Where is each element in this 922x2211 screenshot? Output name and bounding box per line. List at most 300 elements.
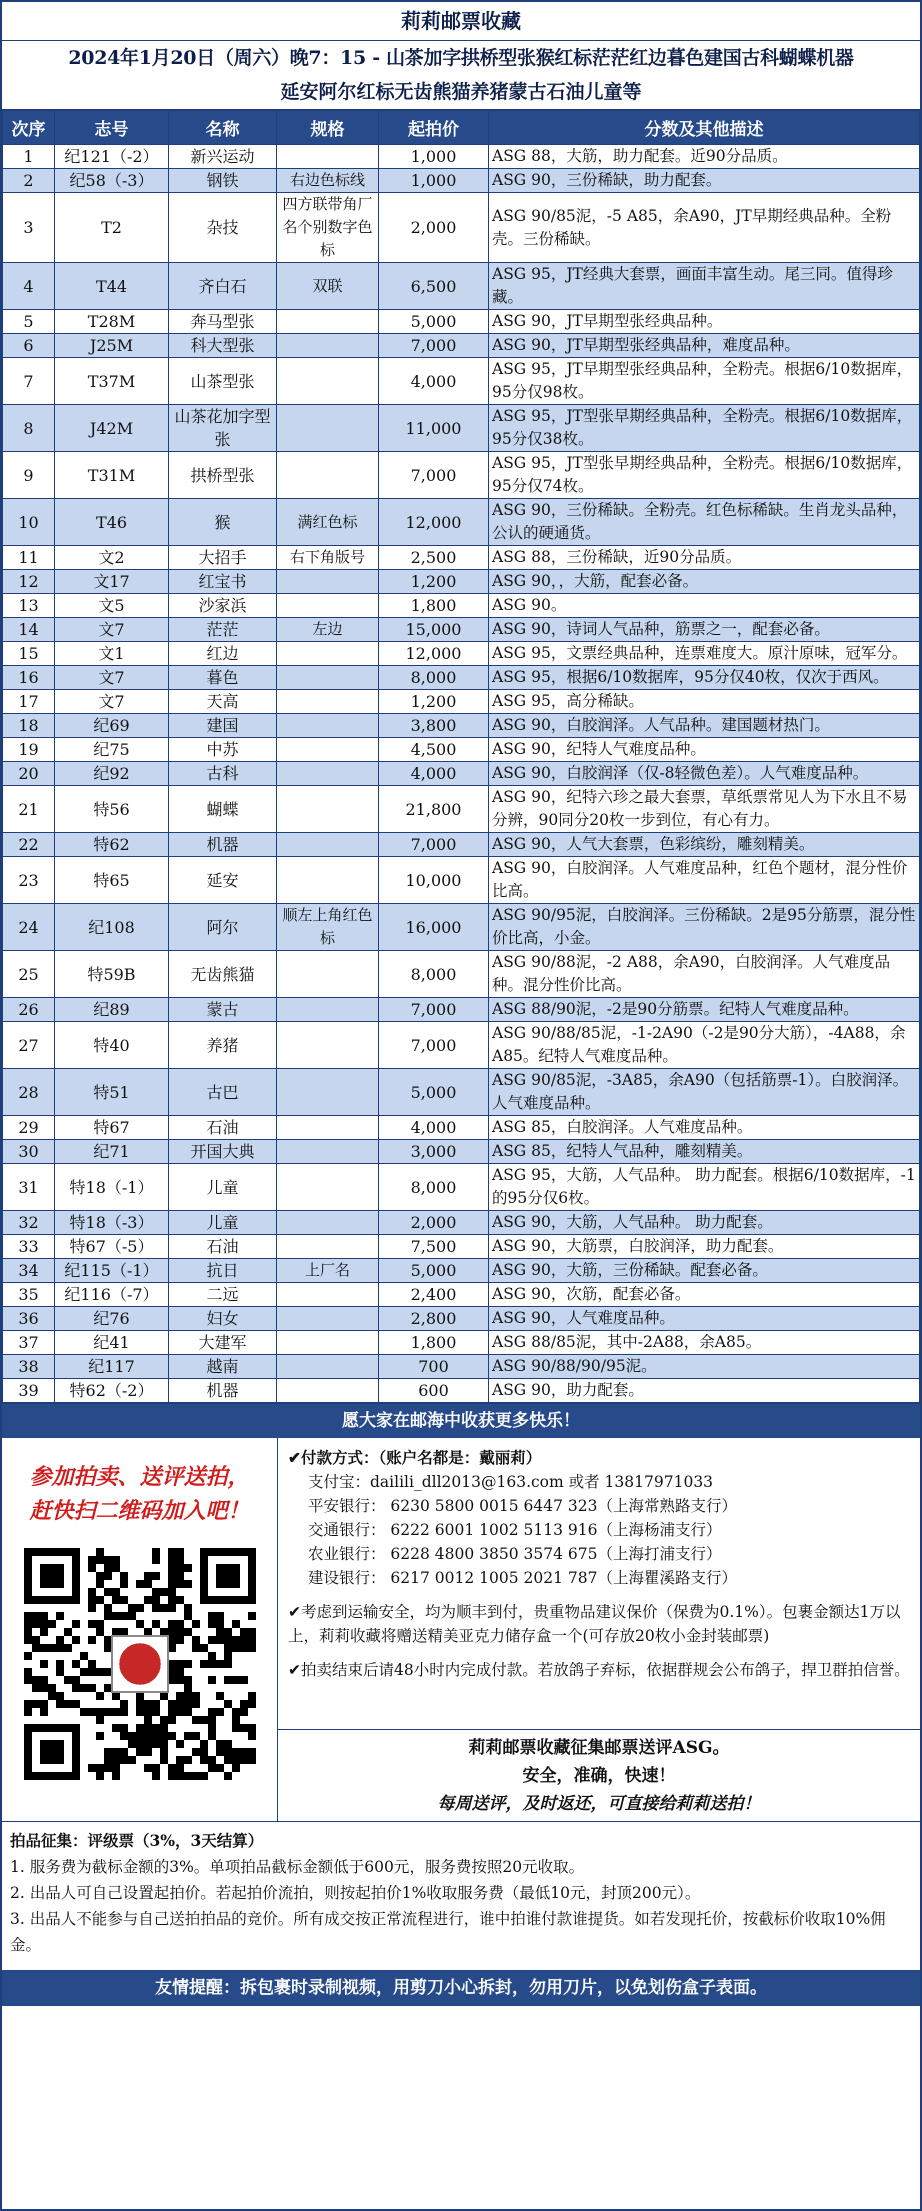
lot-start-price: 2,400 bbox=[379, 1283, 489, 1307]
lot-description: ASG 90，JT早期型张经典品种，难度品种。 bbox=[489, 334, 920, 358]
lot-spec bbox=[277, 334, 379, 358]
lot-description: ASG 95，高分稀缺。 bbox=[489, 690, 920, 714]
lot-number: 3 bbox=[3, 193, 55, 263]
lot-stamp-id: 特18（-3） bbox=[55, 1211, 169, 1235]
lot-spec bbox=[277, 1164, 379, 1211]
lot-stamp-id: 纪92 bbox=[55, 762, 169, 786]
lot-number: 37 bbox=[3, 1331, 55, 1355]
lot-description: ASG 85，纪特人气品种，雕刻精美。 bbox=[489, 1140, 920, 1164]
lot-name: 拱桥型张 bbox=[169, 452, 277, 499]
lot-stamp-id: 特40 bbox=[55, 1022, 169, 1069]
lot-stamp-id: T2 bbox=[55, 193, 169, 263]
lot-start-price: 8,000 bbox=[379, 666, 489, 690]
table-row bbox=[3, 145, 920, 169]
lot-spec bbox=[277, 1355, 379, 1379]
lot-start-price: 2,500 bbox=[379, 546, 489, 570]
lot-name: 蝴蝶 bbox=[169, 786, 277, 833]
lot-number: 12 bbox=[3, 570, 55, 594]
lot-description: ASG 90，JT早期型张经典品种。 bbox=[489, 310, 920, 334]
lot-name: 妇女 bbox=[169, 1307, 277, 1331]
lot-number: 39 bbox=[3, 1379, 55, 1403]
table-row bbox=[3, 738, 920, 762]
lot-description: ASG 90/88泥，-2 A88，余A90，白胶润泽。人气难度品种。混分性价比高。 bbox=[489, 951, 920, 998]
table-row bbox=[3, 714, 920, 738]
lot-start-price: 6,500 bbox=[379, 263, 489, 310]
lot-start-price: 700 bbox=[379, 1355, 489, 1379]
lot-spec bbox=[277, 951, 379, 998]
lot-start-price: 1,000 bbox=[379, 169, 489, 193]
lot-description: ASG 95，JT型张早期经典品种，全粉壳。根据6/10数据库，95分仅74枚。 bbox=[489, 452, 920, 499]
lot-stamp-id: 纪115（-1） bbox=[55, 1259, 169, 1283]
lot-start-price: 1,000 bbox=[379, 145, 489, 169]
table-row bbox=[3, 998, 920, 1022]
solicit-line-2: 安全，准确，快速！ bbox=[522, 1766, 676, 1786]
lot-stamp-id: 纪121（-2） bbox=[55, 145, 169, 169]
lot-number: 35 bbox=[3, 1283, 55, 1307]
lot-start-price: 600 bbox=[379, 1379, 489, 1403]
lot-description: ASG 90，白胶润泽。人气品种。建国题材热门。 bbox=[489, 714, 920, 738]
lot-spec: 四方联带角厂名个别数字色标 bbox=[277, 193, 379, 263]
lot-name: 阿尔 bbox=[169, 904, 277, 951]
rule-item-2: 2. 出品人可自己设置起拍价。若起拍价流拍，则按起拍价1%收取服务费（最低10元，封顶200元）。 bbox=[10, 1884, 701, 1902]
lot-name: 红边 bbox=[169, 642, 277, 666]
lot-spec bbox=[277, 405, 379, 452]
lot-spec bbox=[277, 1235, 379, 1259]
solicit-line-3: 每周送评，及时返还，可直接给莉莉送拍！ bbox=[437, 1794, 761, 1814]
lot-spec bbox=[277, 714, 379, 738]
lot-number: 27 bbox=[3, 1022, 55, 1069]
lot-number: 22 bbox=[3, 833, 55, 857]
lot-description: ASG 95，JT型张早期经典品种，全粉壳。根据6/10数据库，95分仅38枚。 bbox=[489, 405, 920, 452]
table-row bbox=[3, 642, 920, 666]
lot-start-price: 15,000 bbox=[379, 618, 489, 642]
lot-number: 14 bbox=[3, 618, 55, 642]
lot-number: 8 bbox=[3, 405, 55, 452]
lot-spec bbox=[277, 1331, 379, 1355]
lot-number: 38 bbox=[3, 1355, 55, 1379]
lot-name: 大建军 bbox=[169, 1331, 277, 1355]
lot-name: 儿童 bbox=[169, 1164, 277, 1211]
lot-description: ASG 90，人气难度品种。 bbox=[489, 1307, 920, 1331]
lot-start-price: 4,500 bbox=[379, 738, 489, 762]
lot-name: 建国 bbox=[169, 714, 277, 738]
lot-number: 33 bbox=[3, 1235, 55, 1259]
lot-spec bbox=[277, 358, 379, 405]
table-row bbox=[3, 666, 920, 690]
lot-name: 机器 bbox=[169, 1379, 277, 1403]
lot-description: ASG 85，白胶润泽。人气难度品种。 bbox=[489, 1116, 920, 1140]
lot-spec: 右下角版号 bbox=[277, 546, 379, 570]
lot-spec bbox=[277, 1140, 379, 1164]
lot-description: ASG 90，白胶润泽（仅-8轻微色差）。人气难度品种。 bbox=[489, 762, 920, 786]
lot-start-price: 2,000 bbox=[379, 1211, 489, 1235]
lot-name: 奔马型张 bbox=[169, 310, 277, 334]
lot-name: 杂技 bbox=[169, 193, 277, 263]
lot-description: ASG 90/85泥，-5 A85，余A90，JT早期经典品种。全粉壳。三份稀缺。 bbox=[489, 193, 920, 263]
lot-description: ASG 95，JT经典大套票，画面丰富生动。尾三同。值得珍藏。 bbox=[489, 263, 920, 310]
lot-spec bbox=[277, 786, 379, 833]
lot-spec: 双联 bbox=[277, 263, 379, 310]
lot-start-price: 5,000 bbox=[379, 1259, 489, 1283]
lot-stamp-id: T31M bbox=[55, 452, 169, 499]
lot-start-price: 7,000 bbox=[379, 452, 489, 499]
lot-number: 10 bbox=[3, 499, 55, 546]
lot-start-price: 4,000 bbox=[379, 1116, 489, 1140]
lot-start-price: 12,000 bbox=[379, 499, 489, 546]
lot-stamp-id: 纪116（-7） bbox=[55, 1283, 169, 1307]
lot-description: ASG 88/90泥，-2是90分筋票。纪特人气难度品种。 bbox=[489, 998, 920, 1022]
rule-item-3: 3. 出品人不能参与自己送拍拍品的竞价。所有成交按正常流程进行，谁中拍谁付款谁提货。如若发现托价，按截标价收取10%佣金。 bbox=[10, 1910, 886, 1954]
lot-spec bbox=[277, 998, 379, 1022]
lot-name: 茫茫 bbox=[169, 618, 277, 642]
lot-number: 23 bbox=[3, 857, 55, 904]
lot-description: ASG 90，人气大套票，色彩缤纷，雕刻精美。 bbox=[489, 833, 920, 857]
lot-start-price: 1,200 bbox=[379, 690, 489, 714]
footer-reminder: 友情提醒：拆包裹时录制视频，用剪刀小心拆封，勿用刀片，以免划伤盒子表面。 bbox=[2, 1970, 920, 2006]
lot-name: 养猪 bbox=[169, 1022, 277, 1069]
table-row bbox=[3, 594, 920, 618]
lot-name: 延安 bbox=[169, 857, 277, 904]
lot-number: 24 bbox=[3, 904, 55, 951]
lot-stamp-id: 文1 bbox=[55, 642, 169, 666]
lot-number: 28 bbox=[3, 1069, 55, 1116]
lot-stamp-id: 纪41 bbox=[55, 1331, 169, 1355]
lot-name: 齐白石 bbox=[169, 263, 277, 310]
table-row bbox=[3, 546, 920, 570]
lots-table bbox=[2, 110, 920, 1403]
wish-banner: 愿大家在邮海中收获更多快乐！ bbox=[2, 1403, 920, 1438]
table-row bbox=[3, 1211, 920, 1235]
lot-description: ASG 90，，大筋，配套必备。 bbox=[489, 570, 920, 594]
table-row bbox=[3, 786, 920, 833]
lot-stamp-id: T28M bbox=[55, 310, 169, 334]
table-row bbox=[3, 1379, 920, 1403]
rules-title: 拍品征集：评级票（3%，3天结算） bbox=[10, 1831, 264, 1850]
table-row bbox=[3, 1022, 920, 1069]
lot-name: 无齿熊猫 bbox=[169, 951, 277, 998]
lot-stamp-id: J42M bbox=[55, 405, 169, 452]
lot-start-price: 8,000 bbox=[379, 1164, 489, 1211]
col-header-no: 次序 bbox=[3, 111, 55, 145]
lot-stamp-id: 特67 bbox=[55, 1116, 169, 1140]
lot-start-price: 4,000 bbox=[379, 762, 489, 786]
lot-description: ASG 90。 bbox=[489, 594, 920, 618]
lot-stamp-id: 特59B bbox=[55, 951, 169, 998]
table-row bbox=[3, 1355, 920, 1379]
lot-stamp-id: 纪69 bbox=[55, 714, 169, 738]
table-row bbox=[3, 499, 920, 546]
lot-number: 2 bbox=[3, 169, 55, 193]
lot-stamp-id: T46 bbox=[55, 499, 169, 546]
lot-start-price: 2,800 bbox=[379, 1307, 489, 1331]
table-row bbox=[3, 1307, 920, 1331]
lot-name: 儿童 bbox=[169, 1211, 277, 1235]
lot-description: ASG 90，助力配套。 bbox=[489, 1379, 920, 1403]
table-row bbox=[3, 1331, 920, 1355]
lot-start-price: 7,000 bbox=[379, 998, 489, 1022]
table-row bbox=[3, 904, 920, 951]
col-header-spec: 规格 bbox=[277, 111, 379, 145]
lot-stamp-id: 纪89 bbox=[55, 998, 169, 1022]
lot-stamp-id: 文2 bbox=[55, 546, 169, 570]
table-row bbox=[3, 452, 920, 499]
bank-line-pingan: 平安银行： 6230 5800 0015 6447 323（上海常熟路支行） bbox=[308, 1497, 738, 1515]
lot-description: ASG 90，三份稀缺，助力配套。 bbox=[489, 169, 920, 193]
lot-spec: 上厂名 bbox=[277, 1259, 379, 1283]
lot-number: 21 bbox=[3, 786, 55, 833]
bank-line-jianshe: 建设银行： 6217 0012 1005 2021 787（上海瞿溪路支行） bbox=[308, 1569, 738, 1587]
lot-name: 抗日 bbox=[169, 1259, 277, 1283]
lot-stamp-id: 文7 bbox=[55, 666, 169, 690]
table-row bbox=[3, 334, 920, 358]
lot-spec: 左边 bbox=[277, 618, 379, 642]
lot-name: 越南 bbox=[169, 1355, 277, 1379]
promo-panel bbox=[2, 1438, 278, 1821]
lot-spec bbox=[277, 452, 379, 499]
lot-name: 中苏 bbox=[169, 738, 277, 762]
table-row bbox=[3, 1164, 920, 1211]
table-row bbox=[3, 1259, 920, 1283]
lot-name: 石油 bbox=[169, 1116, 277, 1140]
table-row bbox=[3, 951, 920, 998]
lot-spec bbox=[277, 570, 379, 594]
lot-number: 9 bbox=[3, 452, 55, 499]
lot-name: 二远 bbox=[169, 1283, 277, 1307]
lot-number: 17 bbox=[3, 690, 55, 714]
lot-name: 天高 bbox=[169, 690, 277, 714]
lot-description: ASG 95，文票经典品种，连票难度大。原汁原味，冠军分。 bbox=[489, 642, 920, 666]
lot-description: ASG 90，次筋，配套必备。 bbox=[489, 1283, 920, 1307]
table-row bbox=[3, 857, 920, 904]
lot-stamp-id: T37M bbox=[55, 358, 169, 405]
lot-stamp-id: 文7 bbox=[55, 618, 169, 642]
lot-name: 山茶型张 bbox=[169, 358, 277, 405]
lot-description: ASG 90，诗词人气品种，筋票之一，配套必备。 bbox=[489, 618, 920, 642]
lot-stamp-id: J25M bbox=[55, 334, 169, 358]
lot-stamp-id: 纪71 bbox=[55, 1140, 169, 1164]
lot-name: 沙家浜 bbox=[169, 594, 277, 618]
lot-number: 26 bbox=[3, 998, 55, 1022]
lot-name: 红宝书 bbox=[169, 570, 277, 594]
table-row bbox=[3, 1140, 920, 1164]
lot-stamp-id: 特62 bbox=[55, 833, 169, 857]
table-row bbox=[3, 169, 920, 193]
lot-description: ASG 90/95泥，白胶润泽。三份稀缺。2是95分筋票，混分性价比高，小金。 bbox=[489, 904, 920, 951]
lot-spec bbox=[277, 1022, 379, 1069]
col-header-price: 起拍价 bbox=[379, 111, 489, 145]
lot-start-price: 8,000 bbox=[379, 951, 489, 998]
lot-spec bbox=[277, 310, 379, 334]
info-section bbox=[2, 1438, 920, 1822]
lot-start-price: 10,000 bbox=[379, 857, 489, 904]
lot-description: ASG 95，JT早期型张经典品种，全粉壳。根据6/10数据库，95分仅98枚。 bbox=[489, 358, 920, 405]
lot-name: 猴 bbox=[169, 499, 277, 546]
lot-spec bbox=[277, 833, 379, 857]
lot-number: 29 bbox=[3, 1116, 55, 1140]
lot-description: ASG 90，大筋票，白胶润泽，助力配套。 bbox=[489, 1235, 920, 1259]
lot-description: ASG 90/88/85泥，-1-2A90（-2是90分大筋），-4A88，余A85。纪特人气难度品种。 bbox=[489, 1022, 920, 1069]
lot-spec bbox=[277, 762, 379, 786]
lot-number: 18 bbox=[3, 714, 55, 738]
table-row bbox=[3, 1069, 920, 1116]
lot-number: 30 bbox=[3, 1140, 55, 1164]
lot-description: ASG 90，纪特人气难度品种。 bbox=[489, 738, 920, 762]
lot-number: 11 bbox=[3, 546, 55, 570]
lot-description: ASG 88，大筋，助力配套。近90分品质。 bbox=[489, 145, 920, 169]
lot-number: 20 bbox=[3, 762, 55, 786]
col-header-name: 名称 bbox=[169, 111, 277, 145]
auction-items-line: 延安阿尔红标无齿熊猫养猪蒙古石油儿童等 bbox=[2, 75, 920, 110]
table-row bbox=[3, 358, 920, 405]
table-row bbox=[3, 690, 920, 714]
lot-description: ASG 90，三份稀缺。全粉壳。红色标稀缺。生肖龙头品种，公认的硬通货。 bbox=[489, 499, 920, 546]
lot-stamp-id: 纪76 bbox=[55, 1307, 169, 1331]
lot-stamp-id: 特65 bbox=[55, 857, 169, 904]
col-header-desc: 分数及其他描述 bbox=[489, 111, 920, 145]
lot-stamp-id: 特56 bbox=[55, 786, 169, 833]
alipay-line: 支付宝：dailili_dll2013@163.com 或者 13817971033 bbox=[308, 1473, 714, 1491]
lot-spec: 顺左上角红色标 bbox=[277, 904, 379, 951]
lot-name: 钢铁 bbox=[169, 169, 277, 193]
lot-number: 6 bbox=[3, 334, 55, 358]
lot-number: 15 bbox=[3, 642, 55, 666]
lot-spec: 右边色标线 bbox=[277, 169, 379, 193]
shipping-note: ✔考虑到运输安全，均为顺丰到付，贵重物品建议保价（保费为0.1%）。包裹金额达1万以上，莉莉收藏将赠送精美亚克力储存盒一个(可存放20枚小金封装邮票) bbox=[288, 1603, 901, 1645]
table-row bbox=[3, 1116, 920, 1140]
lot-start-price: 4,000 bbox=[379, 358, 489, 405]
lot-start-price: 1,200 bbox=[379, 570, 489, 594]
lot-stamp-id: 文7 bbox=[55, 690, 169, 714]
lot-name: 暮色 bbox=[169, 666, 277, 690]
lot-spec bbox=[277, 857, 379, 904]
lot-start-price: 5,000 bbox=[379, 310, 489, 334]
col-header-id: 志号 bbox=[55, 111, 169, 145]
lot-name: 山茶花加字型张 bbox=[169, 405, 277, 452]
lot-spec bbox=[277, 145, 379, 169]
lot-description: ASG 88/85泥，其中-2A88，余A85。 bbox=[489, 1331, 920, 1355]
lot-name: 古科 bbox=[169, 762, 277, 786]
lot-stamp-id: 纪117 bbox=[55, 1355, 169, 1379]
lot-name: 大招手 bbox=[169, 546, 277, 570]
solicit-box bbox=[278, 1729, 920, 1821]
table-row bbox=[3, 193, 920, 263]
lot-number: 32 bbox=[3, 1211, 55, 1235]
lot-stamp-id: 纪75 bbox=[55, 738, 169, 762]
payment-panel bbox=[278, 1438, 920, 1821]
qr-code-icon[interactable] bbox=[24, 1548, 256, 1780]
lot-start-price: 2,000 bbox=[379, 193, 489, 263]
lot-description: ASG 90，大筋，三份稀缺。配套必备。 bbox=[489, 1259, 920, 1283]
lot-start-price: 1,800 bbox=[379, 594, 489, 618]
lot-stamp-id: 纪58（-3） bbox=[55, 169, 169, 193]
auction-date-line: 2024年1月20日（周六）晚7：15 - 山茶加字拱桥型张猴红标茫茫红边暮色建国古科蝴蝶机器 bbox=[68, 47, 854, 69]
lot-start-price: 5,000 bbox=[379, 1069, 489, 1116]
lot-spec bbox=[277, 690, 379, 714]
lot-name: 机器 bbox=[169, 833, 277, 857]
lot-spec bbox=[277, 594, 379, 618]
table-row bbox=[3, 833, 920, 857]
lot-stamp-id: 特62（-2） bbox=[55, 1379, 169, 1403]
lot-description: ASG 90/85泥，-3A85，余A90（包括筋票-1）。白胶润泽。人气难度品种。 bbox=[489, 1069, 920, 1116]
lot-spec bbox=[277, 738, 379, 762]
lot-number: 34 bbox=[3, 1259, 55, 1283]
lot-name: 古巴 bbox=[169, 1069, 277, 1116]
lots-header-row bbox=[3, 111, 920, 145]
lot-spec bbox=[277, 1307, 379, 1331]
lot-name: 科大型张 bbox=[169, 334, 277, 358]
promo-line-2: 赶快扫二维码加入吧！ bbox=[29, 1498, 250, 1524]
lot-start-price: 3,800 bbox=[379, 714, 489, 738]
lot-description: ASG 90/88/90/95泥。 bbox=[489, 1355, 920, 1379]
rules-section bbox=[2, 1822, 920, 1970]
lot-start-price: 12,000 bbox=[379, 642, 489, 666]
lot-name: 开国大典 bbox=[169, 1140, 277, 1164]
lot-stamp-id: 特18（-1） bbox=[55, 1164, 169, 1211]
rule-item-1: 1. 服务费为截标金额的3%。单项拍品截标金额低于600元，服务费按照20元收取。 bbox=[10, 1858, 585, 1876]
table-row bbox=[3, 310, 920, 334]
lot-start-price: 21,800 bbox=[379, 786, 489, 833]
bank-line-nongye: 农业银行： 6228 4800 3850 3574 675（上海打浦支行） bbox=[308, 1545, 722, 1563]
lot-number: 13 bbox=[3, 594, 55, 618]
lot-start-price: 16,000 bbox=[379, 904, 489, 951]
lot-number: 19 bbox=[3, 738, 55, 762]
lot-number: 5 bbox=[3, 310, 55, 334]
lot-spec bbox=[277, 1116, 379, 1140]
lot-start-price: 3,000 bbox=[379, 1140, 489, 1164]
lot-stamp-id: 纪108 bbox=[55, 904, 169, 951]
lot-number: 31 bbox=[3, 1164, 55, 1211]
lot-stamp-id: 文5 bbox=[55, 594, 169, 618]
lot-description: ASG 95，根据6/10数据库，95分仅40枚，仅次于西风。 bbox=[489, 666, 920, 690]
payment-title: ✔付款方式：（账户名都是：戴丽莉） bbox=[288, 1448, 542, 1467]
lot-stamp-id: 文17 bbox=[55, 570, 169, 594]
lot-stamp-id: 特51 bbox=[55, 1069, 169, 1116]
solicit-line-1: 莉莉邮票收藏征集邮票送评ASG。 bbox=[468, 1738, 730, 1758]
payment-deadline-note: ✔拍卖结束后请48小时内完成付款。若放鸽子弃标，依据群规会公布鸽子，捍卫群拍信誉。 bbox=[288, 1661, 910, 1679]
table-row bbox=[3, 405, 920, 452]
lot-description: ASG 90，纪特六珍之最大套票，草纸票常见人为下水且不易分辨，90同分20枚一步到位，有心有力。 bbox=[489, 786, 920, 833]
lot-number: 4 bbox=[3, 263, 55, 310]
lot-number: 7 bbox=[3, 358, 55, 405]
promo-line-1: 参加拍卖、送评送拍， bbox=[29, 1464, 250, 1490]
lot-spec bbox=[277, 642, 379, 666]
lots-body bbox=[3, 145, 920, 1403]
lot-spec bbox=[277, 1069, 379, 1116]
lot-spec bbox=[277, 1379, 379, 1403]
lot-name: 石油 bbox=[169, 1235, 277, 1259]
lot-number: 1 bbox=[3, 145, 55, 169]
lot-start-price: 7,000 bbox=[379, 334, 489, 358]
lot-number: 25 bbox=[3, 951, 55, 998]
lot-description: ASG 88，三份稀缺，近90分品质。 bbox=[489, 546, 920, 570]
lot-start-price: 7,000 bbox=[379, 1022, 489, 1069]
bank-line-jiaotong: 交通银行： 6222 6001 1002 5113 916（上海杨浦支行） bbox=[308, 1521, 722, 1539]
lot-name: 蒙古 bbox=[169, 998, 277, 1022]
lot-name: 新兴运动 bbox=[169, 145, 277, 169]
lot-description: ASG 90，白胶润泽。人气难度品种，红色个题材，混分性价比高。 bbox=[489, 857, 920, 904]
lot-stamp-id: 特67（-5） bbox=[55, 1235, 169, 1259]
lot-description: ASG 95，大筋，人气品种。 助力配套。根据6/10数据库，-1的95分仅6枚。 bbox=[489, 1164, 920, 1211]
table-row bbox=[3, 570, 920, 594]
table-row bbox=[3, 618, 920, 642]
lot-start-price: 7,000 bbox=[379, 833, 489, 857]
lot-description: ASG 90，大筋，人气品种。 助力配套。 bbox=[489, 1211, 920, 1235]
lot-spec: 满红色标 bbox=[277, 499, 379, 546]
lot-start-price: 11,000 bbox=[379, 405, 489, 452]
table-row bbox=[3, 1235, 920, 1259]
table-row bbox=[3, 1283, 920, 1307]
lot-start-price: 1,800 bbox=[379, 1331, 489, 1355]
